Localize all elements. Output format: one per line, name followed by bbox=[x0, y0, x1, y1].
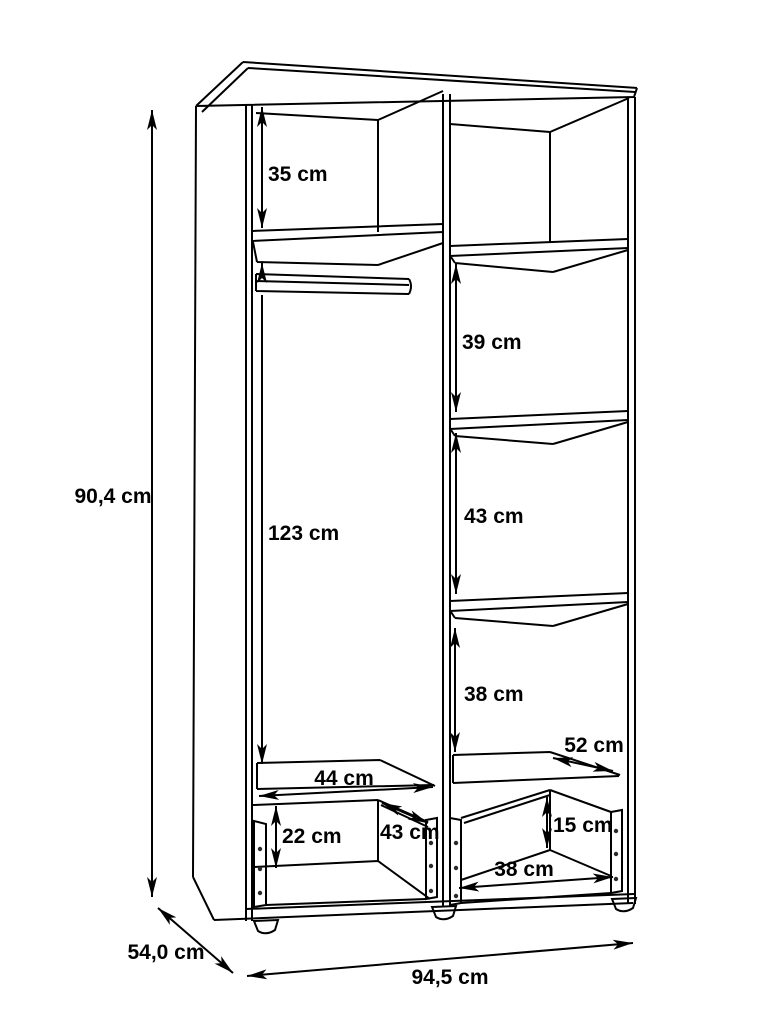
left-compartment-back bbox=[256, 91, 443, 232]
foot-center bbox=[432, 906, 456, 919]
dim-overall-height bbox=[74, 110, 152, 897]
right-drawer-width-label: 38 cm bbox=[494, 858, 554, 881]
overall-width-label: 94,5 cm bbox=[411, 966, 489, 989]
right-shelf-1 bbox=[450, 239, 628, 272]
dim-left-floor-width bbox=[259, 767, 433, 796]
left-floor-width-label: 44 cm bbox=[314, 767, 374, 790]
overall-depth-label: 54,0 cm bbox=[127, 941, 205, 964]
right-floor-depth-label: 52 cm bbox=[564, 734, 624, 757]
top-panel bbox=[196, 62, 637, 112]
right-drawer-height-label: 15 cm bbox=[553, 814, 613, 837]
left-drawer bbox=[253, 800, 437, 907]
dim-right-gap-top bbox=[456, 264, 522, 412]
foot-left bbox=[254, 920, 278, 933]
dim-right-gap-middle bbox=[456, 433, 524, 594]
hanging-space-label: 123 cm bbox=[268, 522, 340, 545]
hanging-rail bbox=[256, 274, 411, 294]
left-top-shelf bbox=[252, 224, 443, 265]
bottom-panel bbox=[214, 894, 634, 920]
left-top-compartment-label: 35 cm bbox=[268, 163, 328, 186]
right-shelf-3 bbox=[450, 593, 628, 626]
dim-left-top-compartment bbox=[262, 107, 328, 228]
left-side-panel bbox=[193, 104, 252, 921]
right-gap-top-label: 39 cm bbox=[462, 331, 522, 354]
dim-right-gap-bottom bbox=[455, 628, 524, 752]
dim-overall-depth bbox=[127, 908, 233, 973]
right-shelf-2 bbox=[450, 411, 628, 444]
right-gap-middle-label: 43 cm bbox=[464, 505, 524, 528]
overall-height-label: 90,4 cm bbox=[74, 485, 152, 508]
left-drawer-depth-label: 43 cm bbox=[380, 821, 440, 844]
wardrobe-outline bbox=[193, 62, 637, 933]
dim-overall-width bbox=[247, 943, 633, 989]
left-drawer-height-label: 22 cm bbox=[282, 825, 342, 848]
dim-left-drawer-height bbox=[276, 806, 342, 868]
right-side-panel bbox=[628, 97, 635, 904]
dim-hanging-space bbox=[262, 263, 339, 764]
center-divider-panel bbox=[443, 94, 450, 907]
right-gap-bottom-label: 38 cm bbox=[464, 683, 524, 706]
dim-right-drawer-height bbox=[547, 797, 613, 848]
dim-right-floor-depth bbox=[553, 734, 624, 771]
right-compartment-back bbox=[450, 98, 629, 243]
right-drawer-left-board bbox=[450, 818, 461, 905]
